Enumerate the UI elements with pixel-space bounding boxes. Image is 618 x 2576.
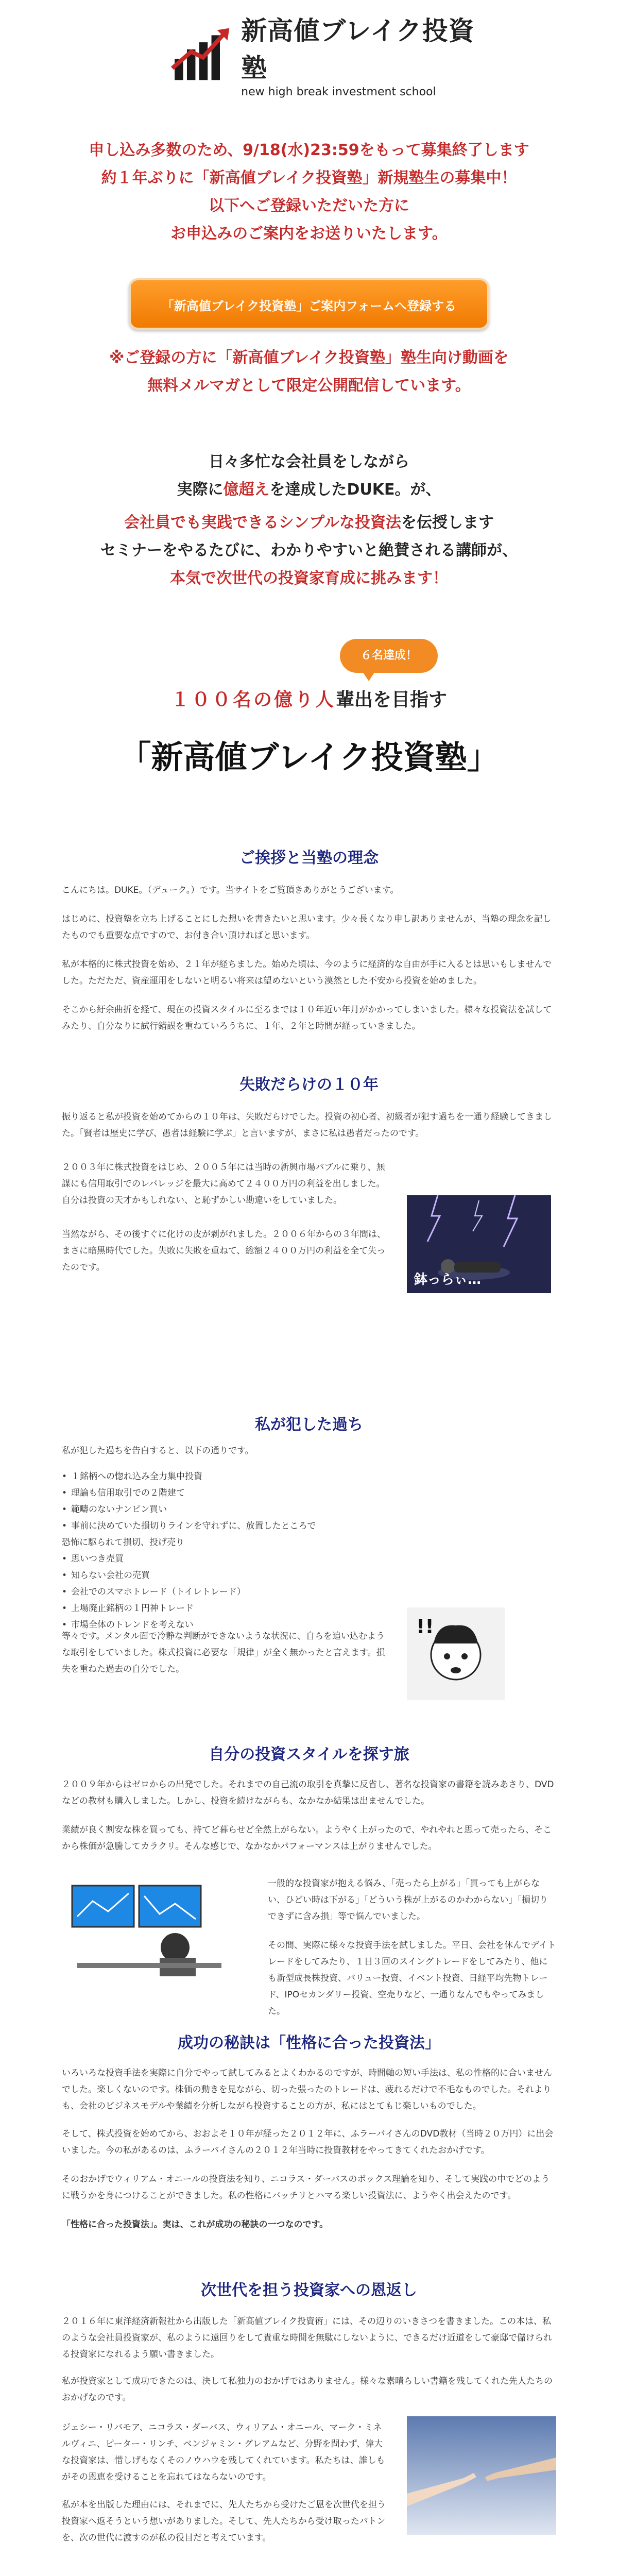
intro-line-2 [31, 476, 587, 504]
svg-text:!!: !! [416, 1615, 434, 1638]
secret-p4: 「性格に合った投資法」。実は、これが成功の秘訣の一つなのです。 [62, 2219, 329, 2230]
trader-illustration [62, 1875, 237, 1978]
notice-line-1: 申し込み多数のため、9/18(水)23:59をもって募集終了します [89, 141, 529, 159]
free-note-line-1: ※ご登録の方に「新高値ブレイク投資塾」塾生向け動画を [109, 349, 509, 367]
intro-line-2-red: 億超え [223, 481, 270, 499]
despair-illustration [407, 1195, 551, 1293]
free-mailmag-note [31, 344, 587, 400]
register-form-button[interactable]: 「新高値ブレイク投資塾」ご案内フォームへ登録する [129, 278, 489, 330]
mistakes-outro: 等々です。メンタル面で冷静な判断ができないような状況に、自らを追い込むような取引をしていました。株式投資に必要な「規律」が全く無かったと言えます。損失を重ねた過去の自分でした。 [62, 1631, 385, 1674]
achievement-badge [340, 639, 438, 680]
intro-line-1: 日々多忙な会社員をしながら [209, 453, 409, 471]
notice-line-4: お申込みのご案内をお送りいたします。 [170, 225, 448, 243]
intro-block [31, 448, 587, 592]
intro-line-2-pre: 実際に [177, 481, 224, 499]
logo-chart-icon [170, 21, 236, 88]
intro-line-4: セミナーをやるたびに、わかりやすいと絶賛される講師が、 [100, 541, 518, 560]
secret-p3: そのおかげでウィリアム・オニールの投資法を知り、ニコラス・ダーバスのボックス理論を知り、そして実践の中でどのように戦うかを身につけることができました。私の性格にバッチリとハマる楽しい投資法に、ようやく出会えたのです。 [62, 2174, 550, 2201]
intro-line-3-post: を伝授します [401, 514, 494, 532]
intro-line-2-post: を達成したDUKE。が、 [269, 481, 441, 499]
failures-p1: 振り返ると私が投資を始めてからの１０年は、失敗だらけでした。投資の初心者、初級者が犯す過ちを一通り経験してきました。「賢者は歴史に学び、愚者は経験に学ぶ」と言いますが、まさに私は愚者だったのです。 [62, 1112, 552, 1139]
shock-illustration [407, 1607, 505, 1700]
greeting-p4: そこから紆余曲折を経て、現在の投資スタイルに至るまでは１０年近い年月がかかってしまいました。様々な投資法を試してみたり、自分なりに試行錯誤を重ねていろうちに、１年、２年と時間が経っていきました。 [62, 1005, 552, 1031]
failures-p3: 当然ながら、その後すぐに化けの皮が剥がれました。２００６年からの３年間は、まさに暗黒時代でした。失敗に失敗を重ねて、総額２４００万円の利益を全て失ったのです。 [62, 1229, 386, 1273]
section-title-mistakes: 私が犯した過ち [255, 1416, 363, 1434]
section-title-journey: 自分の投資スタイルを探す旅 [209, 1745, 409, 1764]
next-gen-p4: 私が本を出版した理由には、それまでに、先人たちから受けたご恩を次世代を担う投資家へ返そうという想いがありました。そして、先人たちから受け取ったバトンを、次の世代に渡すのが私の役目だと考えています。 [62, 2500, 386, 2543]
goal-red: １００名の億り人 [170, 689, 336, 710]
journey-p1: ２００９年からはゼロからの出発でした。それまでの自己流の取引を真摯に反省し、著名な投資家の書籍を読みあさり、DVDなどの教材も購入しました。しかし、投資を続けながらも、なかなか結果は出ませんでした。 [62, 1780, 554, 1806]
next-gen-p3: ジェシー・リバモア、ニコラス・ダーバス、ウィリアム・オニール、マーク・ミネルヴィニ、ピーター・リンチ、ベンジャミン・グレアムなど、分野を問わず、偉大な投資家は、惜しげもなくそのノウハウを残してくれています。私たちは、誰しもがその恩恵を受けることを忘れてはならないのです。 [62, 2422, 385, 2482]
mistakes-intro: 私が犯した過ちを告白すると、以下の通りです。 [62, 1446, 254, 1456]
list-item: • 範疇のないナンピン買い [62, 1501, 319, 1518]
section-title-greeting: ご挨拶と当塾の理念 [239, 849, 379, 867]
notice-line-2: 約１年ぶりに「新高値ブレイク投資塾」新規塾生の募集中！ [101, 169, 517, 187]
list-item: • 会社でのスマホトレード（トイレトレード） [62, 1584, 319, 1600]
badge-label: ６名達成！ [340, 639, 438, 673]
logo-subtitle: new high break investment school [241, 85, 436, 98]
greeting-p2: はじめに、投資塾を立ち上げることにした想いを書きたいと思います。少々長くなり申し訳ありませんが、当塾の理念を記したものでも重要な点ですので、お付き合い頂ければと思います。 [62, 914, 552, 941]
list-item: • 知らない会社の売買 [62, 1567, 319, 1584]
hands-illustration [407, 2416, 556, 2535]
list-item: • 市場全体のトレンドを考えない [62, 1617, 319, 1633]
list-item: • 上場廃止銘柄の１円神トレード [62, 1600, 319, 1617]
intro-line-5: 本気で次世代の投資家育成に挑みます！ [170, 569, 448, 587]
logo-title: 新高値ブレイク投資塾 [241, 15, 475, 83]
failures-p2: ２００３年に株式投資をはじめ、２００５年には当時の新興市場バブルに乗り、無謀にも信用取引でのレバレッジを最大に高めて２４００万円の利益を出しました。自分は投資の天才かもしれない、と恥ずかしい勘違いをしていました。 [62, 1162, 385, 1206]
journey-p2: 業績が良く割安な株を買っても、持てど暮らせど全然上がらない。ようやく上がったので、やれやれと思って売ったら、そこから株価が急騰してカラクリ。そんな感じで、なかなかパフォーマンスは上がりませんでした。 [62, 1825, 552, 1852]
next-gen-p2: 私が投資家として成功できたのは、決して私独力のおかげではありません。様々な素晴らしい書籍を残してくれた先人たちのおかげなのです。 [62, 2376, 553, 2403]
site-logo[interactable] [170, 15, 479, 98]
free-note-line-2: 無料メルマガとして限定公開配信しています。 [147, 377, 471, 395]
badge-tail [360, 669, 377, 681]
list-item: • １銘柄への惚れ込み全力集中投資 [62, 1468, 319, 1485]
mistakes-list [62, 1468, 319, 1633]
section-title-next-gen: 次世代を担う投資家への恩返し [201, 2281, 417, 2299]
journey-p4: その間、実際に様々な投資手法を試しました。平日、会社を休んでデイトレードをしてみたり、１日３回のスイングトレードをしてみたり、他にも新型成長株投資、バリュー投資、イベント投資、日経平均先物トレード、IPOセカンダリー投資、空売りなど、一通りなんでもやってみました。 [268, 1940, 556, 2016]
despair-caption: 鉢っらぃ… [414, 1272, 482, 1287]
greeting-p3: 私が本格的に株式投資を始め、２１年が経ちました。始めた頃は、今のように経済的な自由が手に入るとは思いもしませんでした。ただただ、資産運用をしないと明るい将来は望めないという漠然とした不安から投資を始めました。 [62, 959, 552, 986]
section-title-failures: 失敗だらけの１０年 [239, 1076, 379, 1094]
trading-desk-icon [62, 1875, 237, 1978]
section-title-secret: 成功の秘訣は「性格に合った投資法」 [178, 2034, 440, 2052]
intro-line-3-red: 会社員でも実践できるシンプルな投資法 [124, 514, 402, 532]
secret-p1: いろいろな投資手法を実際に自分でやって試してみるとよくわかるのですが、時間軸の短い手法は、私の性格的に合いませんでした。楽しくないのです。株価の動きを見ながら、切った張ったのトレードは、疲れるだけで不毛なものでした。それよりも、会社のビジネスモデルや業績を分析しながら投資することの方が、私にはとてもじ楽しいものでした。 [62, 2068, 552, 2111]
list-item: • 思いつき売買 [62, 1551, 319, 1567]
main-title: 「新高値ブレイク投資塾」 [119, 738, 499, 776]
notice-line-3: 以下へご登録いただいた方に [209, 197, 409, 215]
list-item: • 事前に決めていた損切りラインを守れずに、放置したところで恐怖に駆られて損切、投げ売り [62, 1518, 319, 1551]
greeting-p1: こんにちは。DUKE。（デューク。）です。当サイトをご覧頂きありがとうございます。 [62, 885, 399, 895]
reaching-hands-icon [407, 2416, 556, 2535]
next-gen-p1: ２０１６年に東洋経済新報社から出版した「新高値ブレイク投資術」には、その辺りのいきさつを書きました。この本は、私のような会社員投資家が、私のように遠回りをして貴重な時間を無駄にしないように、できるだけ近道をして豪邸で儲けられる投資家になれるよう願い書きました。 [62, 2316, 552, 2360]
secret-p2: そして、株式投資を始めてから、おおよそ１０年が経った２０１２年に、ふラーバイさんのDVD教材（当時２０万円）に出会いました。今の私があるのは、ふラーバイさんの２０１２年当時に投資教材をやってきてくれたおかげです。 [62, 2129, 554, 2156]
intro-line-3 [31, 509, 587, 537]
journey-p3: 一般的な投資家が抱える悩み、「売ったら上がる」「買っても上がらない、ひどい時は下がる」「どういう株が上がるのかわからない」「損切りできずに含み損」等で悩んでいました。 [268, 1878, 548, 1922]
list-item: • 理論も信用取引での２階建て [62, 1485, 319, 1501]
goal-heading [0, 685, 618, 711]
recruitment-notice [31, 137, 587, 248]
goal-post: 輩出を目指す [336, 689, 448, 710]
shocked-face-icon [407, 1607, 505, 1700]
